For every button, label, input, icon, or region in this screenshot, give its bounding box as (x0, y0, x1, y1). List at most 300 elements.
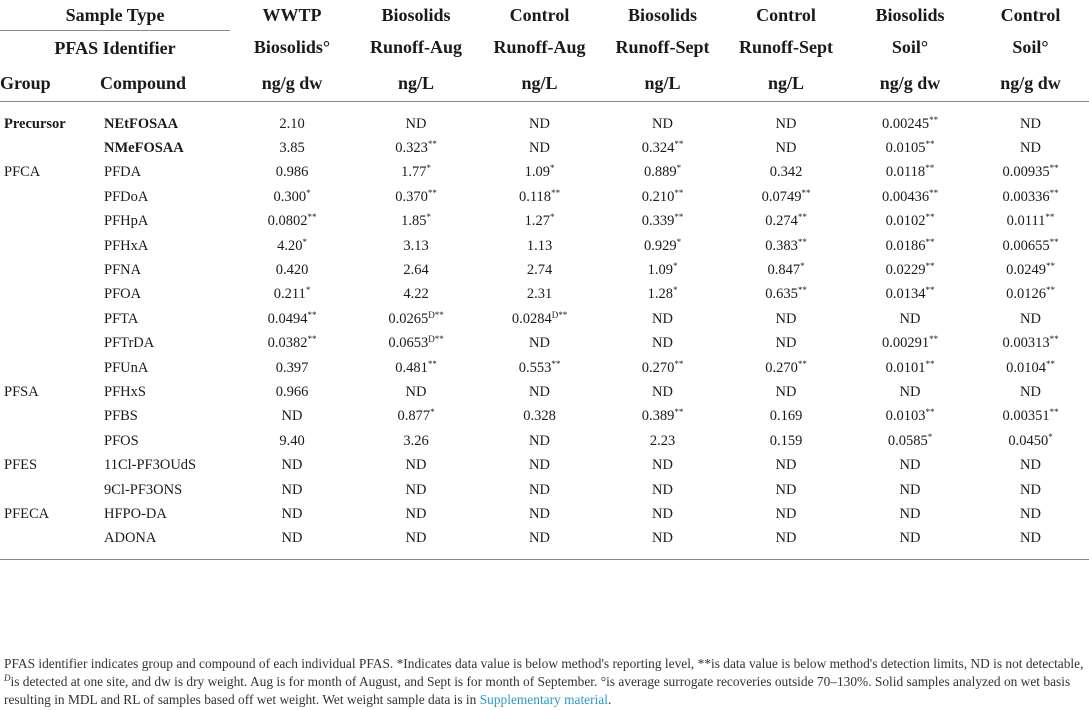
cell-number: ND (1020, 530, 1041, 547)
cell-value (848, 405, 972, 429)
cell-mark: * (549, 212, 555, 223)
cell-value (601, 380, 724, 404)
cell-number: 0.339 (641, 213, 675, 230)
cell-value (724, 136, 848, 160)
cell-value (478, 429, 601, 453)
cell-value (354, 185, 478, 209)
cell-number: 0.0382 (267, 335, 308, 352)
cell-mark: ** (1049, 163, 1059, 174)
cell-mark: * (672, 285, 678, 296)
footnote-end: . (607, 692, 612, 707)
cell-value (354, 210, 478, 234)
cell-value (230, 136, 354, 160)
cell-value (354, 258, 478, 282)
cell-number: ND (1020, 505, 1041, 522)
cell-number: 0.0102 (885, 213, 926, 230)
cell-number: 3.26 (403, 432, 429, 449)
supplementary-material-link[interactable]: Supplementary material (479, 692, 608, 707)
cell-number: ND (652, 457, 673, 474)
cell-value (230, 478, 354, 502)
cell-mark: ** (1045, 358, 1055, 369)
cell-number: 2.64 (403, 262, 429, 279)
cell-mark: D** (551, 309, 568, 320)
cell-number: 0.0118 (885, 164, 926, 181)
cell-number: ND (899, 383, 921, 400)
cell-value (478, 502, 601, 526)
cell-number: 0.420 (275, 262, 309, 279)
cell-number: 0.0134 (885, 286, 926, 303)
cell-value (724, 453, 848, 477)
table-row (0, 453, 1089, 477)
cell-number: 0.328 (523, 408, 556, 425)
cell-number: ND (529, 383, 550, 400)
cell-value (848, 210, 972, 234)
cell-value (354, 136, 478, 160)
cell-value (230, 161, 354, 185)
cell-value (478, 478, 601, 502)
cell-number: 0.0653 (388, 335, 429, 352)
cell-number: ND (405, 481, 427, 498)
cell-number: ND (775, 115, 797, 132)
cell-value (230, 332, 354, 356)
cell-number: 0.169 (769, 408, 803, 425)
cell-mark: * (426, 212, 431, 223)
cell-value (972, 234, 1089, 258)
cell-number: ND (899, 310, 921, 327)
cell-number: ND (1020, 457, 1041, 474)
cell-value (848, 185, 972, 209)
row-group (0, 429, 100, 453)
cell-value (230, 185, 354, 209)
cell-value (724, 102, 848, 137)
cell-number: 0.342 (769, 164, 803, 181)
cell-mark: D** (428, 334, 444, 345)
cell-value (972, 161, 1089, 185)
footnote-d-mark: D (4, 673, 11, 683)
cell-value (478, 380, 601, 404)
header-col-3: Control (509, 4, 570, 25)
cell-mark: ** (925, 358, 935, 369)
table-row (0, 429, 1089, 453)
header-col-2: Biosolids (381, 4, 451, 25)
cell-number: ND (652, 310, 673, 327)
cell-mark: D** (428, 309, 444, 320)
cell-number: 0.0105 (885, 140, 926, 157)
cell-number: ND (529, 457, 550, 474)
cell-value (848, 234, 972, 258)
cell-mark: ** (797, 212, 807, 223)
cell-value (354, 102, 478, 137)
cell-number: 0.270 (765, 359, 798, 376)
cell-number: ND (281, 457, 303, 474)
header-col-5: Control (756, 4, 816, 25)
cell-number: ND (281, 505, 303, 522)
table-row (0, 210, 1089, 234)
cell-number: ND (405, 383, 427, 400)
cell-number: 0.0450 (1008, 432, 1049, 449)
cell-value (478, 527, 601, 560)
table-row (0, 502, 1089, 526)
cell-number: ND (899, 505, 921, 522)
cell-value (724, 258, 848, 282)
cell-value (848, 380, 972, 404)
cell-value (601, 502, 724, 526)
cell-value (848, 307, 972, 331)
cell-value (724, 283, 848, 307)
cell-value (972, 185, 1089, 209)
row-group (0, 185, 100, 209)
cell-value (230, 405, 354, 429)
cell-number: 0.274 (765, 213, 798, 230)
table-row (0, 356, 1089, 380)
cell-value (848, 502, 972, 526)
row-compound: PFOS (104, 432, 139, 449)
cell-value (601, 283, 724, 307)
cell-number: 0.270 (641, 359, 675, 376)
cell-number: ND (1020, 481, 1041, 498)
cell-value (724, 356, 848, 380)
header-sample-type: Sample Type (0, 0, 230, 31)
cell-value (230, 429, 354, 453)
cell-number: 1.77 (401, 164, 427, 181)
cell-mark: * (306, 187, 311, 198)
cell-mark: * (672, 261, 678, 272)
cell-number: ND (405, 115, 427, 132)
cell-mark: * (426, 163, 431, 174)
cell-number: 0.383 (765, 237, 798, 254)
cell-number: 0.481 (395, 359, 428, 376)
cell-value (601, 185, 724, 209)
row-compound: NEtFOSAA (104, 115, 179, 132)
cell-value (724, 405, 848, 429)
cell-value (848, 527, 972, 560)
row-group (0, 332, 100, 356)
row-group: PFCA (4, 164, 41, 181)
cell-value (354, 405, 478, 429)
cell-value (478, 161, 601, 185)
cell-value (972, 307, 1089, 331)
cell-value (354, 332, 478, 356)
cell-mark: * (676, 163, 682, 174)
cell-number: ND (899, 457, 921, 474)
cell-mark: ** (427, 358, 437, 369)
cell-value (724, 527, 848, 560)
cell-value (230, 502, 354, 526)
cell-mark: * (302, 236, 307, 247)
cell-mark: ** (674, 139, 684, 150)
cell-number: 0.0103 (885, 408, 926, 425)
footnote-text-1: PFAS identifier indicates group and compound of each individual PFAS. *Indicates data value is below method's reporting level, **is data value is below method's detection limits, ND is not detectable, (4, 656, 1084, 671)
cell-number: 0.986 (275, 164, 309, 181)
header-unit-4: ng/L (601, 65, 724, 102)
cell-value (972, 258, 1089, 282)
cell-value (848, 161, 972, 185)
cell-mark: ** (1045, 261, 1055, 272)
table-row (0, 185, 1089, 209)
cell-number: ND (652, 335, 673, 352)
cell-value (601, 453, 724, 477)
row-group: PFSA (4, 383, 39, 400)
cell-number: ND (775, 335, 797, 352)
cell-number: 0.0494 (267, 310, 308, 327)
cell-number: 0.0284 (511, 310, 552, 327)
table-row (0, 234, 1089, 258)
cell-number: ND (1020, 383, 1041, 400)
cell-number: 0.0101 (885, 359, 926, 376)
cell-number: 0.397 (275, 359, 309, 376)
cell-number: 2.31 (526, 286, 553, 303)
cell-value (354, 161, 478, 185)
cell-number: ND (1020, 115, 1041, 132)
cell-number: ND (529, 481, 550, 498)
cell-number: 4.22 (403, 286, 429, 303)
cell-value (354, 234, 478, 258)
cell-number: ND (529, 335, 550, 352)
row-compound: PFBS (104, 408, 138, 425)
cell-mark: ** (925, 261, 935, 272)
cell-number: ND (281, 481, 303, 498)
cell-number: 0.370 (395, 188, 428, 205)
cell-number: 0.159 (769, 432, 803, 449)
cell-number: 0.0265 (388, 310, 429, 327)
header-row-identifier (0, 31, 1089, 66)
cell-number: 0.0186 (885, 237, 926, 254)
cell-value (848, 102, 972, 137)
cell-value (848, 356, 972, 380)
row-group (0, 283, 100, 307)
row-group (0, 405, 100, 429)
cell-mark: ** (674, 358, 684, 369)
table-row (0, 283, 1089, 307)
header-compound: Compound (100, 65, 230, 102)
cell-value (848, 478, 972, 502)
cell-value (972, 429, 1089, 453)
cell-number: 2.74 (526, 262, 553, 279)
row-compound: NMeFOSAA (104, 140, 184, 157)
cell-value (724, 185, 848, 209)
header-unit-1: ng/g dw (230, 65, 354, 102)
cell-mark: ** (427, 187, 437, 198)
cell-number: ND (529, 505, 550, 522)
cell-number: ND (652, 115, 673, 132)
cell-number: 0.877 (397, 408, 431, 425)
cell-value (724, 161, 848, 185)
cell-mark: ** (1049, 407, 1059, 418)
cell-value (972, 478, 1089, 502)
cell-value (972, 283, 1089, 307)
row-compound: PFDoA (104, 188, 149, 205)
cell-mark: * (1048, 431, 1053, 442)
header-sub-7: Soil° (1012, 37, 1049, 58)
cell-value (230, 283, 354, 307)
cell-number: 1.09 (647, 262, 673, 279)
cell-number: 0.118 (518, 188, 552, 205)
cell-mark: ** (925, 407, 935, 418)
cell-mark: ** (801, 187, 811, 198)
cell-value (354, 307, 478, 331)
cell-value (601, 258, 724, 282)
cell-number: 9.40 (279, 432, 305, 449)
cell-value (601, 332, 724, 356)
cell-value (354, 478, 478, 502)
cell-value (230, 453, 354, 477)
header-sub-2: Runoff-Aug (370, 37, 463, 58)
table-row (0, 136, 1089, 160)
row-group (0, 210, 100, 234)
cell-value (601, 161, 724, 185)
cell-number: 0.00313 (1002, 335, 1050, 352)
header-group: Group (0, 65, 100, 102)
cell-number: 0.00351 (1002, 408, 1050, 425)
cell-number: 1.09 (524, 164, 550, 181)
row-group (0, 307, 100, 331)
cell-number: 0.210 (641, 188, 675, 205)
header-pfas-identifier: PFAS Identifier (54, 37, 176, 58)
cell-number: ND (899, 530, 921, 547)
cell-mark: ** (674, 212, 684, 223)
cell-number: ND (529, 115, 550, 132)
cell-number: ND (405, 505, 427, 522)
cell-value (724, 234, 848, 258)
cell-value (230, 356, 354, 380)
row-group: PFES (4, 457, 38, 474)
cell-value (230, 380, 354, 404)
table-row (0, 102, 1089, 137)
cell-mark: * (927, 431, 933, 442)
cell-number: 3.85 (279, 140, 305, 157)
cell-value (354, 429, 478, 453)
cell-mark: ** (929, 187, 939, 198)
cell-number: ND (775, 310, 797, 327)
cell-value (972, 502, 1089, 526)
cell-value (724, 210, 848, 234)
cell-number: ND (1020, 310, 1041, 327)
cell-number: ND (652, 505, 673, 522)
header-unit-3: ng/L (478, 65, 601, 102)
cell-number: 0.300 (273, 188, 307, 205)
table-row (0, 161, 1089, 185)
cell-number: 0.0229 (885, 262, 926, 279)
cell-number: 0.553 (518, 359, 552, 376)
cell-value (972, 453, 1089, 477)
cell-value (230, 307, 354, 331)
row-compound: PFTrDA (104, 335, 155, 352)
cell-mark: ** (1049, 187, 1059, 198)
cell-value (354, 356, 478, 380)
cell-mark: ** (674, 407, 684, 418)
row-compound: PFHpA (104, 213, 149, 230)
cell-value (354, 283, 478, 307)
cell-value (230, 234, 354, 258)
table-body (0, 102, 1089, 560)
cell-number: 0.0249 (1006, 262, 1046, 279)
cell-mark: ** (925, 212, 935, 223)
cell-number: ND (775, 530, 797, 547)
row-compound: PFOA (104, 286, 142, 303)
cell-number: 0.0126 (1006, 286, 1046, 303)
cell-value (724, 478, 848, 502)
cell-mark: ** (551, 187, 561, 198)
table-row (0, 380, 1089, 404)
cell-value (601, 527, 724, 560)
cell-value (972, 356, 1089, 380)
cell-number: 0.00935 (1002, 164, 1050, 181)
table-header (0, 0, 1089, 102)
header-col-4: Biosolids (628, 4, 698, 25)
cell-value (354, 502, 478, 526)
cell-value (601, 478, 724, 502)
cell-mark: ** (674, 187, 684, 198)
header-col-6: Biosolids (875, 4, 945, 25)
cell-number: 1.13 (526, 237, 553, 254)
cell-mark: * (800, 261, 805, 272)
row-group (0, 527, 100, 560)
cell-number: 3.13 (403, 237, 429, 254)
header-sub-3: Runoff-Aug (493, 37, 586, 58)
cell-number: ND (281, 530, 303, 547)
row-compound: 11Cl-PF3OUdS (104, 457, 197, 474)
header-sub-5: Runoff-Sept (739, 37, 834, 58)
cell-value (972, 405, 1089, 429)
cell-value (478, 453, 601, 477)
cell-mark: ** (307, 334, 317, 345)
table-row (0, 405, 1089, 429)
cell-number: 0.0104 (1006, 359, 1046, 376)
cell-value (230, 102, 354, 137)
cell-number: 0.889 (643, 164, 677, 181)
row-group (0, 258, 100, 282)
cell-mark: ** (925, 285, 935, 296)
cell-number: ND (899, 481, 921, 498)
row-compound: PFTA (104, 310, 139, 327)
cell-number: ND (775, 457, 797, 474)
header-sub-4: Runoff-Sept (615, 37, 710, 58)
cell-value (724, 380, 848, 404)
cell-number: 0.00291 (881, 335, 930, 352)
cell-number: ND (775, 505, 797, 522)
cell-number: ND (652, 383, 673, 400)
cell-value (601, 356, 724, 380)
row-compound: ADONA (100, 527, 230, 560)
cell-number: 0.635 (765, 286, 798, 303)
cell-number: 1.28 (647, 286, 673, 303)
cell-number: ND (775, 140, 797, 157)
cell-value (601, 429, 724, 453)
cell-number: ND (405, 530, 427, 547)
table-row (0, 527, 1089, 560)
row-group: PFECA (4, 505, 50, 522)
cell-number: 0.966 (275, 383, 309, 400)
cell-mark: ** (929, 334, 939, 345)
cell-mark: ** (925, 139, 935, 150)
cell-number: 0.0802 (267, 213, 308, 230)
cell-number: ND (529, 140, 550, 157)
cell-value (354, 453, 478, 477)
row-compound: PFHxS (104, 383, 146, 400)
table-row (0, 478, 1089, 502)
cell-value (230, 210, 354, 234)
footnote-text-2: is detected at one site, and dw is dry weight. Aug is for month of August, and Sept is for month of September. °is average surrogate recoveries outside 70–130%. Solid samples analyzed on wet basis resulting in MDL and RL of samples based off wet weight. Wet weight sample data is in (4, 674, 1071, 707)
cell-number: ND (281, 408, 303, 425)
header-sub-6: Soil° (891, 37, 929, 58)
cell-value (601, 102, 724, 137)
cell-mark: ** (925, 163, 935, 174)
row-compound: PFUnA (104, 359, 149, 376)
cell-number: ND (652, 530, 673, 547)
cell-mark: ** (1045, 285, 1055, 296)
cell-number: 0.929 (643, 237, 677, 254)
cell-mark: * (305, 285, 311, 296)
